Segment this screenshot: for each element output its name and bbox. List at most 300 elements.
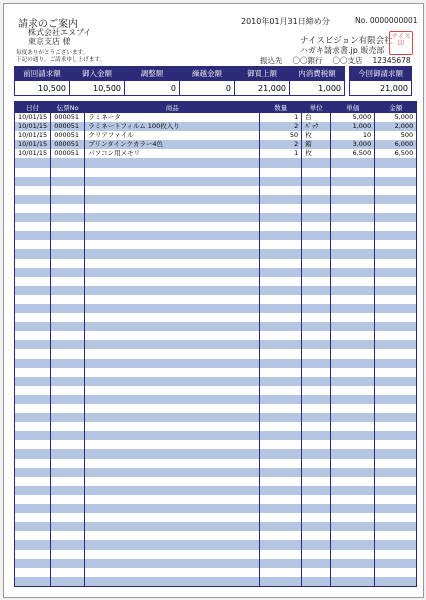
table-cell	[375, 322, 417, 331]
table-row	[15, 577, 417, 587]
table-cell: 000051	[51, 149, 85, 158]
table-cell	[260, 331, 302, 340]
table-cell	[51, 259, 85, 268]
table-cell	[85, 158, 260, 167]
table-cell	[15, 204, 51, 213]
table-cell	[375, 577, 417, 587]
table-cell	[375, 240, 417, 249]
table-cell	[85, 304, 260, 313]
table-cell: 2	[260, 122, 302, 131]
table-cell	[15, 368, 51, 377]
table-cell	[260, 340, 302, 349]
table-cell	[260, 577, 302, 587]
table-cell	[260, 404, 302, 413]
table-cell	[302, 504, 331, 513]
table-cell	[85, 540, 260, 549]
table-row	[15, 195, 417, 204]
table-cell	[15, 513, 51, 522]
total-value: 21,000	[350, 81, 412, 96]
table-cell	[15, 577, 51, 587]
table-cell	[51, 368, 85, 377]
table-cell	[85, 231, 260, 240]
table-cell	[331, 286, 375, 295]
table-cell	[302, 331, 331, 340]
table-cell	[375, 495, 417, 504]
table-cell	[260, 477, 302, 486]
table-cell: 3,000	[331, 140, 375, 149]
table-cell	[85, 286, 260, 295]
table-cell	[331, 377, 375, 386]
table-cell	[51, 331, 85, 340]
table-cell	[85, 195, 260, 204]
table-cell	[302, 559, 331, 568]
table-cell	[375, 304, 417, 313]
table-cell	[15, 468, 51, 477]
table-cell	[331, 204, 375, 213]
table-cell	[302, 404, 331, 413]
table-row	[15, 286, 417, 295]
table-row	[15, 249, 417, 258]
table-cell: クリアファイル	[85, 131, 260, 140]
table-cell	[302, 395, 331, 404]
table-cell	[302, 168, 331, 177]
summary-value: 0	[180, 81, 235, 96]
table-cell	[375, 404, 417, 413]
table-cell	[85, 577, 260, 587]
table-cell	[85, 222, 260, 231]
table-cell	[375, 559, 417, 568]
table-cell	[302, 486, 331, 495]
table-cell	[375, 531, 417, 540]
table-cell	[51, 513, 85, 522]
bank-branch: 〇〇支店	[332, 56, 363, 65]
customer-branch: 東京支店 様	[28, 37, 71, 46]
table-cell	[375, 222, 417, 231]
table-cell	[302, 286, 331, 295]
table-cell	[260, 413, 302, 422]
table-row	[15, 522, 417, 531]
table-cell	[302, 513, 331, 522]
table-cell	[51, 504, 85, 513]
table-cell	[331, 477, 375, 486]
table-cell	[85, 550, 260, 559]
table-cell	[302, 158, 331, 167]
table-row	[15, 468, 417, 477]
table-cell	[51, 295, 85, 304]
table-row	[15, 295, 417, 304]
table-cell	[375, 349, 417, 358]
table-cell: 枚	[302, 131, 331, 140]
table-cell	[51, 422, 85, 431]
table-row	[15, 477, 417, 486]
table-cell	[51, 531, 85, 540]
table-cell: 箱	[302, 140, 331, 149]
table-cell	[331, 422, 375, 431]
table-row	[15, 340, 417, 349]
table-cell	[51, 468, 85, 477]
table-cell	[85, 240, 260, 249]
table-cell	[15, 168, 51, 177]
table-cell	[85, 331, 260, 340]
table-cell: 5,000	[375, 113, 417, 123]
table-cell	[260, 568, 302, 577]
table-cell	[260, 513, 302, 522]
table-cell	[375, 513, 417, 522]
table-cell	[260, 550, 302, 559]
table-cell	[51, 440, 85, 449]
table-cell: 1	[260, 149, 302, 158]
table-cell	[51, 168, 85, 177]
table-cell	[302, 231, 331, 240]
table-cell	[375, 277, 417, 286]
table-cell	[51, 550, 85, 559]
table-cell	[331, 158, 375, 167]
table-cell: 500	[375, 131, 417, 140]
table-cell	[331, 495, 375, 504]
detail-header: 日付	[15, 102, 51, 113]
detail-header: 金額	[375, 102, 417, 113]
table-cell	[15, 313, 51, 322]
table-cell	[260, 158, 302, 167]
table-cell	[15, 486, 51, 495]
summary-value: 0	[125, 81, 180, 96]
table-cell	[15, 222, 51, 231]
table-cell	[51, 568, 85, 577]
table-cell	[260, 522, 302, 531]
table-cell	[260, 313, 302, 322]
table-cell	[51, 177, 85, 186]
table-cell	[85, 259, 260, 268]
table-row	[15, 231, 417, 240]
table-cell	[15, 195, 51, 204]
table-cell	[15, 295, 51, 304]
table-cell	[85, 359, 260, 368]
table-cell	[15, 440, 51, 449]
table-cell	[15, 504, 51, 513]
table-cell	[331, 550, 375, 559]
table-cell	[375, 186, 417, 195]
table-cell: 10/01/15	[15, 131, 51, 140]
table-cell	[375, 422, 417, 431]
table-cell	[260, 195, 302, 204]
table-cell	[15, 213, 51, 222]
table-cell	[331, 468, 375, 477]
table-cell: 6,500	[331, 149, 375, 158]
table-cell	[302, 177, 331, 186]
table-cell	[331, 504, 375, 513]
table-cell	[15, 240, 51, 249]
table-row	[15, 440, 417, 449]
table-cell: 2,000	[375, 122, 417, 131]
table-cell	[85, 168, 260, 177]
table-cell	[51, 386, 85, 395]
table-cell	[260, 240, 302, 249]
table-cell	[51, 395, 85, 404]
table-cell	[51, 304, 85, 313]
table-cell	[85, 404, 260, 413]
table-row	[15, 240, 417, 249]
table-row	[15, 368, 417, 377]
table-cell: 台	[302, 113, 331, 123]
table-row	[15, 504, 417, 513]
table-cell	[260, 359, 302, 368]
table-cell	[260, 486, 302, 495]
table-cell	[260, 213, 302, 222]
table-cell	[85, 213, 260, 222]
table-cell	[15, 495, 51, 504]
bank-info	[260, 55, 421, 66]
table-cell	[85, 349, 260, 358]
table-cell	[375, 522, 417, 531]
table-cell	[15, 559, 51, 568]
bank-name: 〇〇銀行	[292, 56, 323, 65]
table-cell	[302, 186, 331, 195]
table-cell: 枚	[302, 149, 331, 158]
detail-header: 伝票No	[51, 102, 85, 113]
table-cell	[331, 440, 375, 449]
table-cell	[15, 431, 51, 440]
detail-header: 単価	[331, 102, 375, 113]
table-cell	[331, 522, 375, 531]
table-cell	[260, 449, 302, 458]
table-cell	[331, 386, 375, 395]
table-cell	[15, 268, 51, 277]
table-cell	[85, 531, 260, 540]
bank-label: 振込先	[260, 56, 283, 65]
table-cell	[302, 304, 331, 313]
table-row	[15, 568, 417, 577]
table-row	[15, 331, 417, 340]
table-cell	[51, 313, 85, 322]
table-row	[15, 131, 417, 140]
table-cell	[375, 158, 417, 167]
table-cell	[260, 286, 302, 295]
table-row	[15, 213, 417, 222]
table-cell	[15, 568, 51, 577]
table-row	[15, 486, 417, 495]
table-cell	[331, 177, 375, 186]
table-cell	[331, 459, 375, 468]
table-cell	[331, 331, 375, 340]
table-cell	[331, 368, 375, 377]
table-cell	[331, 513, 375, 522]
table-cell	[85, 568, 260, 577]
table-cell	[51, 431, 85, 440]
table-cell	[85, 340, 260, 349]
table-cell	[331, 540, 375, 549]
table-cell	[85, 277, 260, 286]
table-cell	[15, 550, 51, 559]
table-cell	[375, 331, 417, 340]
table-cell	[375, 213, 417, 222]
table-cell	[15, 259, 51, 268]
total-label: 今回御請求額	[350, 67, 412, 81]
table-cell	[375, 168, 417, 177]
table-cell	[331, 259, 375, 268]
table-cell	[375, 431, 417, 440]
table-cell	[15, 331, 51, 340]
table-cell	[85, 459, 260, 468]
table-cell	[85, 504, 260, 513]
table-cell	[51, 540, 85, 549]
table-cell	[15, 531, 51, 540]
table-cell	[260, 304, 302, 313]
table-cell	[302, 422, 331, 431]
table-cell: 000051	[51, 122, 85, 131]
table-cell: 1	[260, 113, 302, 123]
table-row	[15, 113, 417, 123]
table-cell	[331, 322, 375, 331]
table-cell	[302, 313, 331, 322]
table-cell	[302, 540, 331, 549]
table-cell: 000051	[51, 113, 85, 123]
summary-header: 繰越金額	[180, 67, 235, 81]
summary-value: 1,000	[290, 81, 345, 96]
table-cell: 6,000	[375, 140, 417, 149]
table-cell	[260, 368, 302, 377]
table-cell	[85, 313, 260, 322]
invoice-title: 請求のご案内	[18, 19, 78, 30]
summary-value: 21,000	[235, 81, 290, 96]
table-row	[15, 359, 417, 368]
summary-header: 前回請求額	[15, 67, 70, 81]
table-cell	[375, 204, 417, 213]
document-number: No. 0000000001	[355, 16, 418, 25]
table-cell	[51, 359, 85, 368]
table-cell	[51, 240, 85, 249]
table-cell	[302, 222, 331, 231]
summary-header: 調整額	[125, 67, 180, 81]
table-cell	[375, 440, 417, 449]
summary-header: 御入金額	[70, 67, 125, 81]
table-cell	[51, 522, 85, 531]
table-cell	[260, 249, 302, 258]
table-cell	[260, 559, 302, 568]
table-cell	[331, 304, 375, 313]
table-row	[15, 277, 417, 286]
table-cell	[51, 404, 85, 413]
detail-header: 数量	[260, 102, 302, 113]
table-cell	[51, 222, 85, 231]
table-cell	[85, 177, 260, 186]
table-cell	[375, 413, 417, 422]
table-row	[15, 540, 417, 549]
table-cell	[375, 359, 417, 368]
table-cell	[260, 495, 302, 504]
table-cell	[375, 477, 417, 486]
table-cell: 10	[331, 131, 375, 140]
table-cell	[15, 340, 51, 349]
table-cell	[260, 322, 302, 331]
table-cell	[375, 395, 417, 404]
table-cell	[85, 522, 260, 531]
table-cell	[302, 213, 331, 222]
table-cell	[375, 268, 417, 277]
table-cell	[85, 268, 260, 277]
table-cell	[85, 477, 260, 486]
table-cell	[302, 577, 331, 587]
table-cell	[85, 186, 260, 195]
table-cell	[302, 368, 331, 377]
table-cell	[260, 431, 302, 440]
table-cell	[331, 359, 375, 368]
table-cell	[375, 259, 417, 268]
table-cell	[375, 504, 417, 513]
detail-header: 商品	[85, 102, 260, 113]
table-cell	[85, 559, 260, 568]
table-row	[15, 322, 417, 331]
table-cell	[331, 168, 375, 177]
table-cell	[15, 177, 51, 186]
table-cell	[331, 340, 375, 349]
table-row	[15, 168, 417, 177]
table-cell	[302, 468, 331, 477]
greeting-line-1: 毎度ありがとうございます。	[16, 50, 89, 56]
table-cell	[85, 449, 260, 458]
table-cell	[15, 404, 51, 413]
table-cell	[375, 195, 417, 204]
table-row	[15, 495, 417, 504]
detail-header: 単位	[302, 102, 331, 113]
table-cell	[85, 495, 260, 504]
table-cell	[260, 377, 302, 386]
table-cell	[51, 377, 85, 386]
table-cell: ラミネータ	[85, 113, 260, 123]
table-cell	[302, 340, 331, 349]
table-cell	[85, 486, 260, 495]
summary-header: 御買上額	[235, 67, 290, 81]
table-cell	[51, 349, 85, 358]
table-cell	[331, 231, 375, 240]
table-cell	[15, 158, 51, 167]
table-cell: ﾊﾟｯｸ	[302, 122, 331, 131]
table-cell	[51, 577, 85, 587]
table-cell	[85, 413, 260, 422]
table-cell	[260, 277, 302, 286]
table-cell	[15, 422, 51, 431]
table-cell	[51, 195, 85, 204]
closing-date: 2010年01月31日締め分	[241, 17, 330, 26]
table-cell	[85, 431, 260, 440]
table-row	[15, 259, 417, 268]
table-cell	[375, 386, 417, 395]
table-cell	[302, 568, 331, 577]
table-cell	[51, 158, 85, 167]
table-cell	[85, 440, 260, 449]
table-cell	[51, 477, 85, 486]
table-cell	[302, 386, 331, 395]
table-cell	[302, 259, 331, 268]
table-cell	[375, 459, 417, 468]
table-cell	[51, 322, 85, 331]
table-cell	[375, 231, 417, 240]
table-cell	[51, 486, 85, 495]
table-cell	[331, 531, 375, 540]
table-cell	[331, 395, 375, 404]
table-cell	[260, 422, 302, 431]
table-cell	[51, 213, 85, 222]
table-cell	[260, 222, 302, 231]
table-row	[15, 349, 417, 358]
table-cell	[302, 431, 331, 440]
table-cell	[260, 204, 302, 213]
table-cell	[51, 449, 85, 458]
table-row	[15, 550, 417, 559]
table-cell	[302, 204, 331, 213]
table-row	[15, 377, 417, 386]
table-cell	[331, 431, 375, 440]
table-cell: 5,000	[331, 113, 375, 123]
